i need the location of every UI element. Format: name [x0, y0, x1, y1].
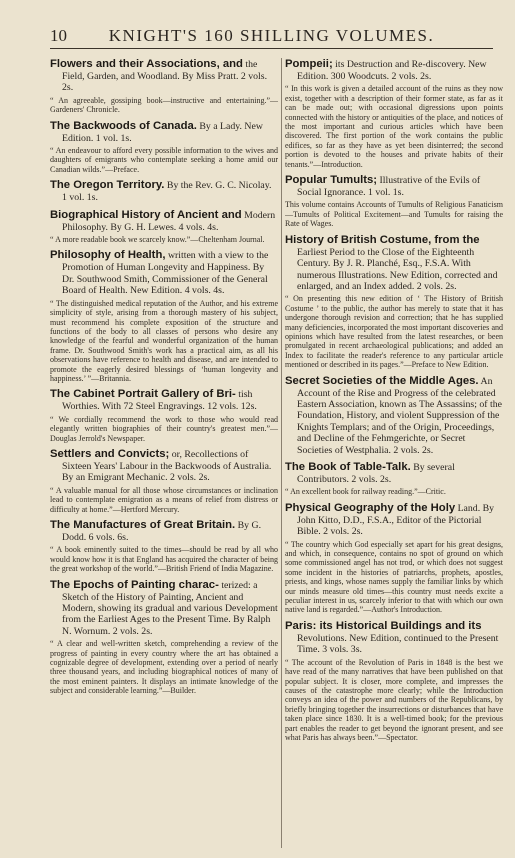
book-entry	[50, 249, 278, 383]
book-description: Illustrative of the Evils of Social Ignorance. 1 vol. 1s.	[297, 175, 481, 199]
book-description: Revolutions. New Edition, continued to the Present Time. 3 vols. 3s.	[297, 632, 499, 656]
book-description: By several Contributors. 2 vols. 2s.	[297, 462, 455, 485]
book-title: Secret Societies of the Middle Ages.	[285, 374, 479, 387]
book-entry	[50, 179, 278, 203]
book-entry	[285, 234, 503, 370]
book-description: written with a view to the Promotion of Human Longevity and Happiness. By Dr. Southwood Smith, Commissioner of the General Board of Health. New Edition. 4 vols. 4s.	[62, 250, 269, 297]
book-title: The Backwoods of Canada.	[50, 119, 197, 132]
book-title: Flowers and their Associations, and	[50, 58, 243, 70]
book-entry	[285, 620, 503, 742]
review-quote: “ An excellent book for railway reading.”—Critic.	[285, 487, 446, 497]
book-entry	[285, 502, 503, 615]
book-entry	[50, 579, 278, 696]
column-divider	[281, 58, 282, 848]
book-description: the Field, Garden, and Woodland. By Miss Pratt. 2 vols. 2s.	[62, 59, 268, 94]
book-title: Physical Geography of the Holy	[285, 501, 456, 514]
review-quote: This volume contains Accounts of Tumults of Religious Fanaticism—Tumults of Political Excitement—and Tumults for raising the Rate of Wages.	[285, 200, 503, 229]
book-title: Popular Tumults;	[285, 174, 378, 187]
book-entry	[285, 461, 503, 497]
book-description: its Destruction and Re-discovery. New Edition. 300 Woodcuts. 2 vols. 2s.	[297, 59, 487, 82]
review-quote: “ A more readable book we scarcely know.”—Cheltenham Journal.	[50, 235, 265, 245]
page-header	[50, 26, 493, 48]
book-description: or, Recollections of Sixteen Years' Labour in the Backwoods of Australia. By an Emigrant Mechanic. 2 vols. 2s.	[62, 448, 272, 484]
book-title: The Oregon Territory.	[50, 179, 165, 192]
review-quote: “ An endeavour to afford every possible information to the wives and daughters of emigrants who contemplate seeking a home amid our Canadian wilds.”—Preface.	[50, 146, 278, 174]
book-title: The Cabinet Portrait Gallery of Bri-	[50, 388, 236, 401]
book-description: Modern Philosophy. By G. H. Lewes. 4 vols. 4s.	[62, 209, 276, 233]
review-quote: “ A valuable manual for all those whose circumstances or inclination lead to contemplate emigration as a means of relief from distress or difficulty at home.”—Hertford Mercury.	[50, 485, 278, 514]
review-quote: “ A clear and well-written sketch, comprehending a review of the progress of painting in every country where the art has obtained a cognizable degree of development, extending over a period of nearly three thousand years, and including biographical notices of many of the most eminent painters. It displays an intimate knowledge of the subject and considerable learning.”—Builder.	[50, 639, 278, 696]
book-entry	[50, 388, 278, 443]
book-entry	[285, 174, 503, 229]
book-title: Pompeii;	[285, 58, 333, 70]
review-quote: “ The distinguished medical reputation of the Author, and his extreme simplicity of style, arising from a thorough mastery of his subject, must recommend his complete exposition of the structure and functions of the body to all classes of persons who desire any knowledge of the fearful and wonderful organization of the human frame. Dr. Southwood Smith's work has a practical aim, as all his observations have reference to health and disease, and are intended to promote the eagerly desired blessings of ‘human longevity and happiness.’ ”—Britannia.	[50, 298, 278, 383]
review-quote: “ A book eminently suited to the times—should be read by all who would know how it is that England has acquired the character of being the great workshop of the world.”—British Friend of India Magazine.	[50, 545, 278, 574]
review-quote: “ The account of the Revolution of Paris in 1848 is the best we have read of the many narratives that have been published on that popular subject. It is closer, more complete, and impresses the causes of the catastrophe more clearly; while the Introduction conveys an idea of the power and numbers of the Republicans, by briefly bringing together the insurrections or disturbances that have taken place since 1830. It is a well-timed book; for the previous part enables the reader to get beyond the ignorant present, and see what Paris has always been.”—Spectator.	[285, 657, 503, 742]
left-column	[50, 58, 278, 848]
book-entry	[50, 120, 278, 175]
book-title: History of British Costume, from the	[285, 233, 480, 246]
book-description: An Account of the Rise and Progress of the celebrated Eastern Association, known as The Assassins; of the Foundation, History, and violent Suppression of the Knights Templars; and of the Origin, Proceedings, and Decline of the Fehmgerichte, or Secret Societies of Westphalia. 2 vols. 2s.	[297, 375, 502, 456]
book-entry	[50, 519, 278, 574]
book-description: By a Lady. New Edition. 1 vol. 1s.	[62, 120, 263, 144]
book-entry	[50, 58, 278, 115]
page-title: KNIGHT'S 160 SHILLING VOLUMES.	[108, 26, 435, 45]
header-rule	[50, 48, 493, 49]
review-quote: “ On presenting this new edition of ‘ The History of British Costume ’ to the public, the author has merely to state that it has undergone thorough revision and correction; that he has supplied many deficiencies, incorporated the most important discoveries and opinions which have resulted from the latest researches, or been promulgated in recent archaeological publications; and added an Index to facilitate the reader's reference to any particular article mentioned or described in its pages.”—Preface to New Edition.	[285, 294, 503, 370]
book-title: Paris: its Historical Buildings and its	[285, 619, 482, 632]
book-description: By the Rev. G. C. Nicolay. 1 vol. 1s.	[62, 180, 272, 204]
right-column	[285, 58, 503, 848]
book-entry	[285, 375, 503, 456]
book-entry	[285, 58, 503, 169]
book-title: The Manufactures of Great Britain.	[50, 519, 236, 531]
review-quote: “ In this work is given a detailed account of the ruins as they now exist, together with a description of their former state, as far as it can be made out; with occasional digressions upon points connected with the history or antiquities of the place, and notices of the most important and curious articles which have been discovered. The first portion of the work contains the public edifices, so far as they have as yet been disinterred; the second portion is devoted to the houses and private habits of their tenants.”—Introduction.	[285, 84, 503, 169]
book-title: The Book of Table-Talk.	[285, 461, 411, 473]
book-title: Settlers and Convicts;	[50, 447, 170, 460]
book-description: Land. By John Kitto, D.D., F.S.A., Editor of the Pictorial Bible. 2 vols. 2s.	[297, 502, 495, 538]
book-entry	[50, 209, 278, 245]
book-title: The Epochs of Painting charac-	[50, 578, 219, 591]
book-description: By G. Dodd. 6 vols. 6s.	[62, 520, 262, 543]
review-quote: “ We cordially recommend the work to those who would read elegantly written biographies of their country's greatest men.”—Douglas Jerrold's Newspaper.	[50, 414, 278, 443]
book-title: Biographical History of Ancient and	[50, 208, 242, 221]
book-description: Earliest Period to the Close of the Eighteenth Century. By J. R. Planché, Esq., F.S.A. With numerous Illustrations. New Edition, corrected and enlarged, and an Index added. 2 vols. 2s.	[297, 246, 498, 292]
review-quote: “ An agreeable, gossiping book—instructive and entertaining.”—Gardeners' Chronicle.	[50, 95, 278, 115]
review-quote: “ The country which God especially set apart for his great designs, and which, in consequence, contains no spot of ground on which some commissioned angel has not trod, or which does not suggest some incident in the histories of patriarchs, prophets, apostles, priests, and kings, whose names supply the familiar links by which our minds measure old times—this country must needs excite a peculiar interest in us, scarcely inferior to that with which our own native land is regarded.”—Author's Introduction.	[285, 539, 503, 615]
page-number: 10	[50, 26, 67, 45]
book-description: tish Worthies. With 72 Steel Engravings. 12 vols. 12s.	[62, 389, 257, 413]
book-entry	[50, 448, 278, 514]
book-description: terized: a Sketch of the History of Painting, Ancient and Modern, showing its gradual and various Development from the Earliest Ages to the Present Time. By Ralph N. Wornum. 2 vols. 2s.	[62, 579, 278, 637]
book-title: Philosophy of Health,	[50, 249, 166, 262]
